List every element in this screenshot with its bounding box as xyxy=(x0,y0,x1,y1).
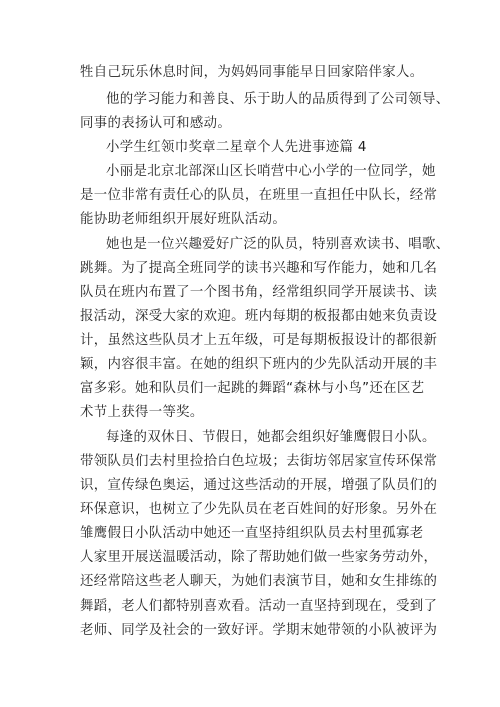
paragraph-line: 她也是一位兴趣爱好广泛的队员，特别喜欢读书、唱歌、 xyxy=(106,237,450,252)
paragraph-line: 计，虽然这些队员才上五年级，可是每期板报设计的都很新 xyxy=(80,333,438,348)
paragraph-line: 富多彩。她和队员们一起跳的舞蹈“森林与小鸟”还在区艺 xyxy=(80,381,425,396)
paragraph-line: 队员在班内布置了一个图书角，经常组织同学开展读书、读 xyxy=(80,285,438,300)
section-title: 小学生红领巾奖章二星章个人先进事迹篇 4 xyxy=(106,140,367,155)
paragraph-line: 跳舞。为了提高全班同学的读书兴趣和写作能力，她和几名 xyxy=(80,261,438,276)
paragraph-line: 雏鹰假日小队活动中她还一直坚持组织队员去村里孤寡老 xyxy=(80,526,424,541)
paragraph-line: 带领队员们去村里捡拾白色垃圾；去街坊邻居家宣传环保常 xyxy=(80,454,438,469)
paragraph-line: 是一位非常有责任心的队员，在班里一直担任中队长，经常 xyxy=(80,188,438,203)
paragraph-line: 人家里开展送温暖活动，除了帮助她们做一些家务劳动外， xyxy=(80,550,438,565)
paragraph-line: 还经常陪这些老人聊天，为她们表演节目，她和女生排练的 xyxy=(80,574,438,589)
paragraph-line: 舞蹈，老人们都特别喜欢看。活动一直坚持到现在，受到了 xyxy=(80,599,438,614)
paragraph-line: 小丽是北京北部深山区长哨营中心小学的一位同学，她 xyxy=(106,164,436,179)
paragraph-line: 颖，内容很丰富。在她的组织下班内的少先队活动开展的丰 xyxy=(80,357,438,372)
paragraph-line: 牲自己玩乐休息时间，为妈妈同事能早日回家陪伴家人。 xyxy=(80,65,424,80)
paragraph-line: 老师、同学及社会的一致好评。学期末她带领的小队被评为 xyxy=(80,623,438,638)
paragraph-line: 能协助老师组织开展好班队活动。 xyxy=(80,212,287,227)
paragraph-line: 同事的表扬认可和感动。 xyxy=(80,116,232,131)
paragraph-line: 他的学习能力和善良、乐于助人的品质得到了公司领导、 xyxy=(106,92,450,107)
paragraph-line: 每逢的双休日、节假日，她都会组织好雏鹰假日小队。 xyxy=(106,430,436,445)
paragraph-line: 识，宣传绿色奥运，通过这些活动的开展，增强了队员们的 xyxy=(80,478,438,493)
paragraph-line: 环保意识，也树立了少先队员在老百姓间的好形象。另外在 xyxy=(80,502,438,517)
paragraph-line: 报活动，深受大家的欢迎。班内每期的板报都由她来负责设 xyxy=(80,309,438,324)
paragraph-line: 术节上获得一等奖。 xyxy=(80,405,204,420)
